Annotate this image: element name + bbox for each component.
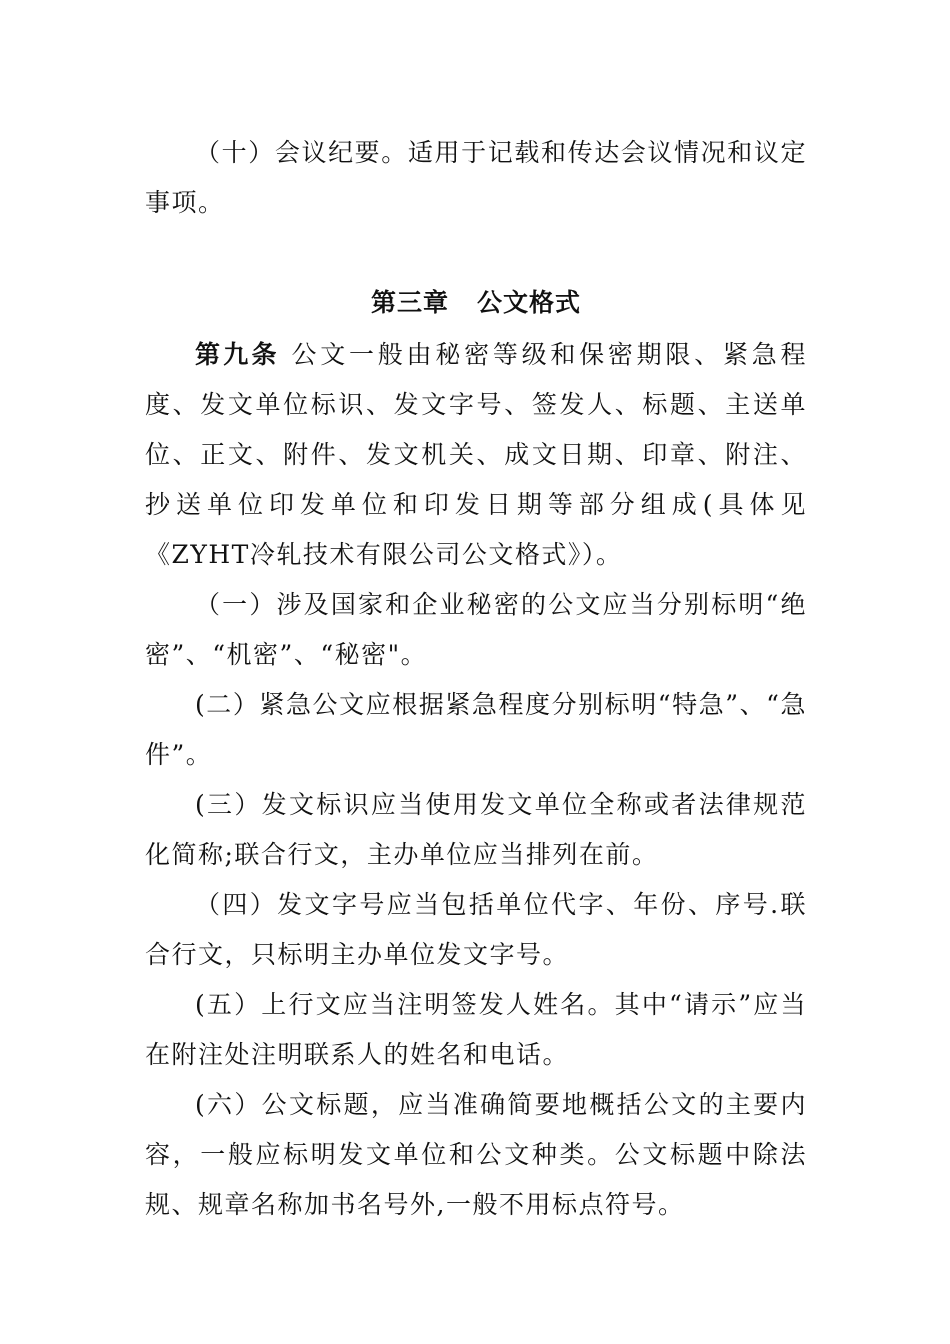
article-9-text: 公文一般由秘密等级和保密期限、紧急程度、发文单位标识、发文字号、签发人、标题、主送单位、正文、附件、发文机关、成文日期、印章、附注、抄送单位印发单位和印发日期等部分组成(具体见《ZYHT冷轧技术有限公司公文格式》）。 [145,340,807,569]
paragraph-item-10: （十）会议纪要。适用于记载和传达会议情况和议定事项。 [145,138,807,217]
list-item-1: （一）涉及国家和企业秘密的公文应当分别标明“绝密”、“机密”、“秘密"。 [145,590,807,669]
list-item-3: (三）发文标识应当使用发文单位全称或者法律规范化简称;联合行文，主办单位应当排列在前。 [145,790,807,869]
document-body [145,128,807,1230]
chapter-number: 第三章 [370,288,449,317]
article-9-label: 第九条 [195,340,280,369]
chapter-name: 公文格式 [477,288,582,317]
list-item-5: (五）上行文应当注明签发人姓名。其中“请示”应当在附注处注明联系人的姓名和电话。 [145,990,807,1069]
article-9 [145,330,807,580]
list-item-2: (二）紧急公文应根据紧急程度分别标明“特急”、“急件”。 [145,690,807,769]
list-item-4: （四）发文字号应当包括单位代字、年份、序号.联合行文，只标明主办单位发文字号。 [145,890,807,969]
list-item-6: (六）公文标题，应当准确简要地概括公文的主要内容，一般应标明发文单位和公文种类。公文标题中除法规、规章名称加书名号外,一般不用标点符号。 [145,1090,807,1219]
chapter-heading [145,278,807,328]
